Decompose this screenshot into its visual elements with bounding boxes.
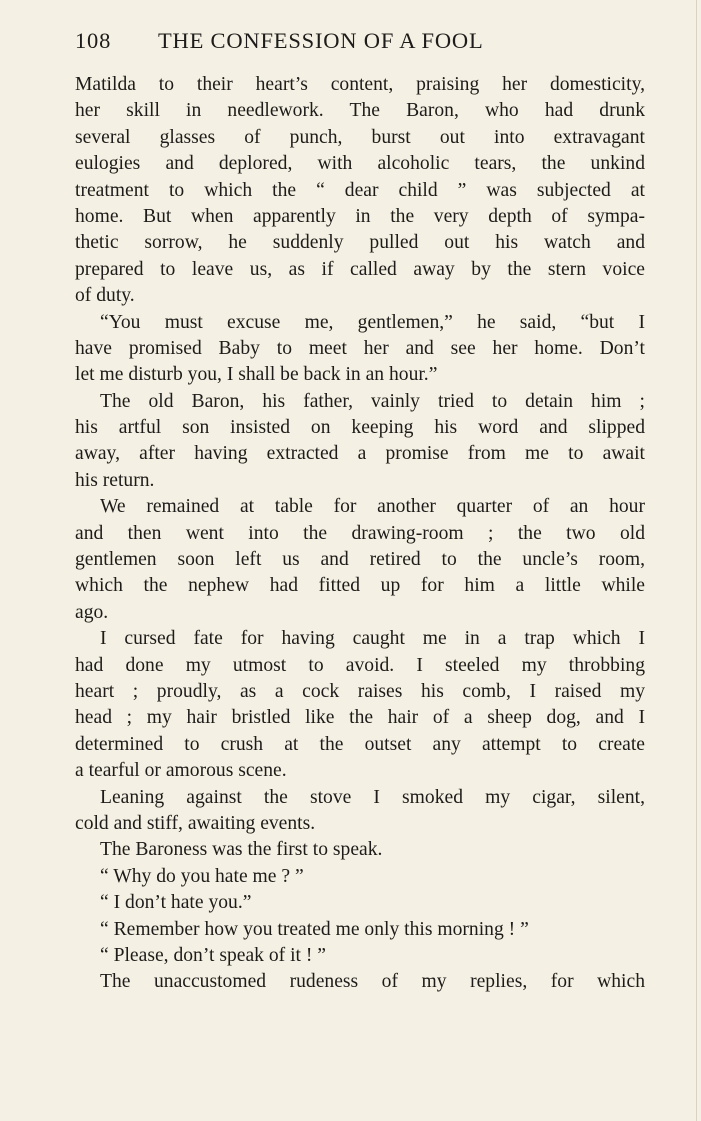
text-line: away, after having extracted a promise from me to await (75, 443, 645, 465)
text-line: The Baroness was the first to speak. (100, 839, 383, 861)
text-line: gentlemen soon left us and retired to the uncle’s room, (75, 549, 645, 571)
text-line: I cursed fate for having caught me in a trap which I (100, 628, 645, 650)
text-line: treatment to which the “ dear child ” was subjected at (75, 179, 645, 201)
text-line: prepared to leave us, as if called away by the stern voice (75, 258, 645, 280)
text-line: We remained at table for another quarter of an hour (100, 496, 645, 518)
text-line: The old Baron, his father, vainly tried to detain him ; (100, 390, 645, 412)
text-line: eulogies and deplored, with alcoholic tears, the unkind (75, 153, 645, 175)
text-line: heart ; proudly, as a cock raises his comb, I raised my (75, 680, 645, 702)
text-line: her skill in needlework. The Baron, who had drunk (75, 100, 645, 122)
page-edge (696, 0, 697, 1121)
page-number: 108 (75, 28, 112, 53)
text-line: home. But when apparently in the very depth of sympa- (75, 205, 645, 227)
text-line: Matilda to their heart’s content, praising her domesticity, (75, 74, 645, 95)
text-line: ago. (75, 601, 109, 623)
text-line: Leaning against the stove I smoked my cigar, silent, (100, 786, 645, 808)
text-line: let me disturb you, I shall be back in an hour.” (75, 364, 438, 386)
text-line: thetic sorrow, he suddenly pulled out his watch and (75, 232, 645, 254)
text-line: “ Please, don’t speak of it ! ” (100, 944, 326, 966)
text-line: a tearful or amorous scene. (75, 760, 287, 782)
text-line: several glasses of punch, burst out into extravagant (75, 126, 645, 148)
text-line: had done my utmost to avoid. I steeled my throbbing (75, 654, 645, 676)
text-line: have promised Baby to meet her and see her home. Don’t (75, 337, 645, 359)
text-line: The unaccustomed rudeness of my replies, for which (100, 971, 645, 993)
text-line: “ Why do you hate me ? ” (100, 865, 304, 887)
text-line: “ Remember how you treated me only this morning ! ” (100, 918, 529, 940)
text-line: of duty. (75, 285, 135, 307)
running-title: THE CONFESSION OF A FOOL (158, 28, 484, 53)
body-text (75, 72, 645, 996)
text-line: his return. (75, 469, 155, 491)
text-line: determined to crush at the outset any attempt to create (75, 733, 645, 755)
text-line: his artful son insisted on keeping his word and slipped (75, 417, 645, 439)
text-line: cold and stiff, awaiting events. (75, 812, 316, 834)
text-line: “You must excuse me, gentlemen,” he said, “but I (100, 311, 645, 333)
page-header (75, 26, 645, 56)
text-line: head ; my hair bristled like the hair of a sheep dog, and I (75, 707, 645, 729)
text-line: “ I don’t hate you.” (100, 892, 252, 914)
text-line: and then went into the drawing-room ; the two old (75, 522, 645, 544)
text-line: which the nephew had fitted up for him a little while (75, 575, 645, 597)
